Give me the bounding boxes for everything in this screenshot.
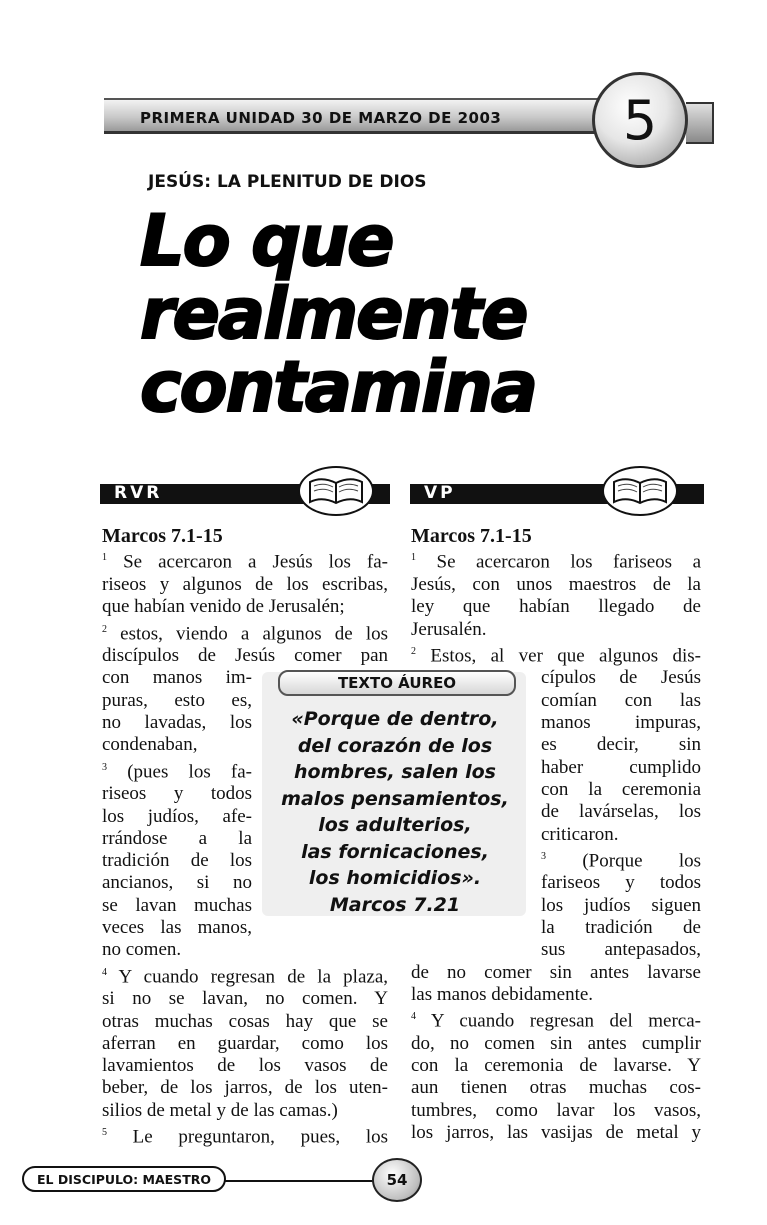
verse-number: 5 <box>102 1127 107 1139</box>
publication-name: EL DISCIPULO: MAESTRO <box>22 1166 226 1192</box>
title-line: contamina <box>140 346 537 428</box>
verse-text: lavamientos de los vasos de <box>102 1055 388 1077</box>
verse-text: se lavan muchas <box>102 894 252 916</box>
verse-text: manos impuras, <box>541 712 701 734</box>
verse-line <box>102 828 252 850</box>
verse-text: no lavadas, los <box>102 712 252 734</box>
verse-text: los judíos, afe- <box>102 805 252 827</box>
verse-text: veces las manos, <box>102 917 252 939</box>
verse-line <box>411 962 701 984</box>
verse-text: comían con las <box>541 689 701 711</box>
verse-number: 4 <box>102 966 107 978</box>
golden-text-quote <box>268 706 522 918</box>
open-book-icon <box>298 466 374 516</box>
unit-banner-text: PRIMERA UNIDAD 30 DE MARZO DE 2003 <box>140 109 502 127</box>
verse-text: de lavárselas, los <box>541 801 701 823</box>
verse-line <box>411 1006 701 1033</box>
verse-line <box>541 779 701 801</box>
verse-line <box>411 1122 701 1144</box>
unit-number: 5 <box>592 72 688 168</box>
verse-number: 2 <box>411 645 416 657</box>
verse-text: haber cumplido <box>541 756 701 778</box>
verse-text: tradición de los <box>102 850 252 872</box>
verse-text: criticaron. <box>541 823 619 845</box>
quote-line: los homicidios». <box>308 867 482 889</box>
verse-number: 1 <box>411 552 416 564</box>
verse-line <box>102 757 252 784</box>
verse-line <box>541 734 701 756</box>
verse-text: condenaban, <box>102 734 198 756</box>
verse-text: Y cuando regresan de la plaza, <box>118 965 389 987</box>
verse-line <box>541 712 701 734</box>
verse-text: Jerusalén. <box>411 618 487 640</box>
verse-line <box>102 574 388 596</box>
rvr-label: RVR <box>114 483 163 503</box>
verse-text: beber, de los jarros, de los uten- <box>102 1077 388 1099</box>
verse-line <box>102 850 252 872</box>
verse-text: riseos y todos <box>102 783 252 805</box>
verse-line <box>411 1100 701 1122</box>
verse-text: las manos debidamente. <box>411 983 594 1005</box>
verse-line <box>102 712 252 734</box>
verse-line <box>102 917 252 939</box>
vp-label: VP <box>424 483 456 503</box>
verse-line <box>102 734 252 756</box>
verse-line <box>411 619 701 641</box>
verse-text: es decir, sin <box>541 734 701 756</box>
quote-line: hombres, salen los <box>294 761 496 783</box>
verse-line <box>102 988 388 1010</box>
verse-line <box>541 757 701 779</box>
verse-line <box>411 574 701 596</box>
verse-line <box>541 801 701 823</box>
verse-line <box>102 619 388 646</box>
verse-line <box>102 872 252 894</box>
verse-line <box>541 846 701 873</box>
verse-text: riseos y algunos de los escribas, <box>102 573 388 595</box>
open-book-icon <box>602 466 678 516</box>
verse-text: Jesús, con unos maestros de la <box>411 573 701 595</box>
verse-text: ancianos, si no <box>102 872 252 894</box>
verse-text: ley que habían llegado de <box>411 596 701 618</box>
golden-text-label: TEXTO ÁUREO <box>278 670 516 696</box>
footer-rule <box>224 1180 376 1182</box>
verse-line <box>102 645 388 667</box>
verse-line <box>102 1011 388 1033</box>
verse-text: estos, viendo a algunos de los <box>120 622 389 644</box>
verse-line <box>102 962 388 989</box>
verse-text: no comen. <box>102 939 182 961</box>
verse-line <box>541 939 701 961</box>
verse-line <box>102 1122 388 1149</box>
verse-line <box>411 596 701 618</box>
quote-line: del corazón de los <box>297 734 493 757</box>
verse-text: (Porque los <box>582 850 702 872</box>
verse-line <box>102 806 252 828</box>
rvr-reference: Marcos 7.1-15 <box>102 525 223 547</box>
verse-line <box>541 895 701 917</box>
unit-banner <box>104 98 604 134</box>
verse-text: la tradición de <box>541 917 701 939</box>
verse-number: 3 <box>102 761 107 773</box>
verse-line <box>541 917 701 939</box>
verse-line <box>102 667 252 689</box>
verse-number: 2 <box>102 623 107 635</box>
verse-line <box>411 1077 701 1099</box>
verse-text: cípulos de Jesús <box>541 667 701 689</box>
quote-line: los adulterios, <box>318 814 472 836</box>
verse-line <box>102 1077 388 1099</box>
verse-line <box>102 895 252 917</box>
verse-line <box>102 939 252 961</box>
vp-reference: Marcos 7.1-15 <box>411 525 532 547</box>
verse-number: 1 <box>102 552 107 564</box>
verse-text: que habían venido de Jerusalén; <box>102 596 345 618</box>
verse-text: si no se lavan, no comen. Y <box>102 988 388 1010</box>
verse-line <box>411 1033 701 1055</box>
verse-text: discípulos de Jesús comer pan <box>102 645 388 667</box>
verse-text: otras muchas cosas hay que se <box>102 1010 388 1032</box>
verse-line <box>411 1055 701 1077</box>
verse-line <box>102 1033 388 1055</box>
verse-text: con la ceremonia de lavarse. Y <box>411 1055 701 1077</box>
verse-text: de no comer sin antes lavarse <box>411 961 701 983</box>
verse-number: 4 <box>411 1011 416 1023</box>
verse-text: los jarros, las vasijas de metal y <box>411 1122 701 1144</box>
title-line: realmente <box>140 273 527 355</box>
verse-text: Le preguntaron, pues, los <box>132 1126 389 1148</box>
verse-line <box>541 872 701 894</box>
quote-line: malos pensamientos, <box>281 787 509 810</box>
verse-text: los judíos siguen <box>541 894 701 916</box>
verse-text: puras, esto es, <box>102 689 252 711</box>
verse-line <box>411 984 701 1006</box>
banner-tab <box>686 102 714 144</box>
quote-line: las fornicaciones, <box>301 840 489 863</box>
verse-line <box>102 1100 388 1122</box>
verse-line <box>411 641 701 668</box>
verse-line <box>102 596 388 618</box>
verse-text: fariseos y todos <box>541 872 701 894</box>
verse-number: 3 <box>541 850 546 862</box>
lesson-title <box>140 200 610 428</box>
verse-text: aferran en guardar, como los <box>102 1032 388 1054</box>
verse-text: Se acercaron los fariseos a <box>436 551 702 573</box>
verse-text: Y cuando regresan del merca- <box>430 1010 701 1032</box>
verse-text: aun tienen otras muchas cos- <box>411 1077 701 1099</box>
verse-line <box>541 690 701 712</box>
verse-text: tumbres, como lavar los vasos, <box>411 1099 701 1121</box>
verse-text: silios de metal y de las camas.) <box>102 1099 338 1121</box>
verse-text: Se acercaron a Jesús los fa- <box>123 551 388 573</box>
verse-line <box>541 824 701 846</box>
quote-reference: Marcos 7.21 <box>329 893 461 916</box>
verse-line <box>102 690 252 712</box>
title-line: Lo que <box>140 200 393 282</box>
verse-text: (pues los fa- <box>127 760 253 782</box>
verse-text: rrándose a la <box>102 827 252 849</box>
verse-line <box>102 783 252 805</box>
verse-text: con manos im- <box>102 667 252 689</box>
quote-line: «Porque de dentro, <box>291 708 499 730</box>
verse-text: Estos, al ver que algunos dis- <box>430 645 701 667</box>
verse-text: con la ceremonia <box>541 778 701 800</box>
verse-text: sus antepasados, <box>541 939 701 961</box>
verse-line <box>411 547 701 574</box>
page-number: 54 <box>372 1158 422 1202</box>
lesson-kicker: JESÚS: LA PLENITUD DE DIOS <box>148 172 427 192</box>
verse-line <box>102 547 388 574</box>
verse-line <box>102 1055 388 1077</box>
verse-text: do, no comen sin antes cumplir <box>411 1032 701 1054</box>
verse-line <box>541 667 701 689</box>
